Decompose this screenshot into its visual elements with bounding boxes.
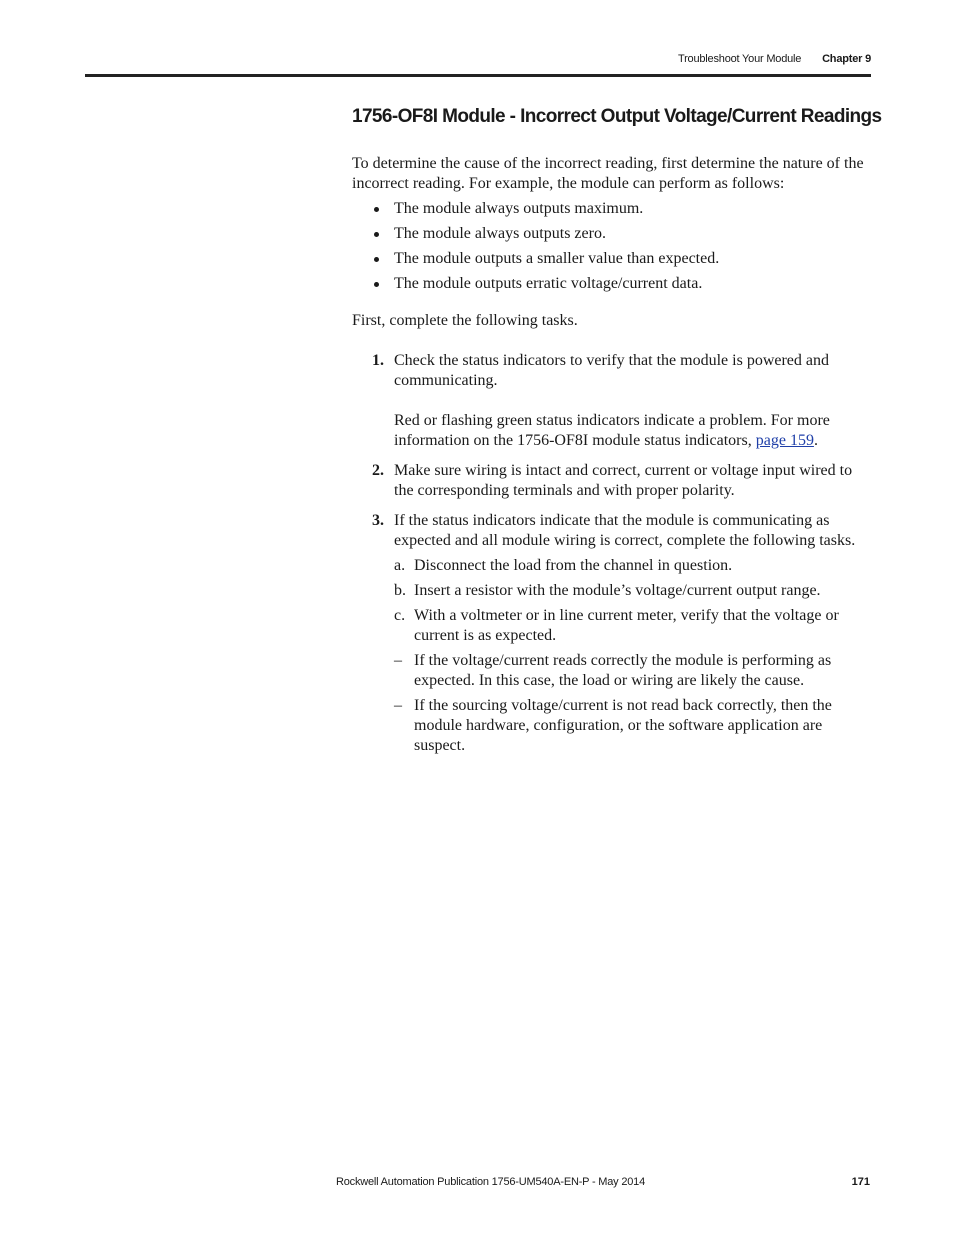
running-header <box>678 53 871 65</box>
step-3 <box>352 511 872 551</box>
list-item: The module outputs erratic voltage/current data. <box>352 274 872 294</box>
step-text: Check the status indicators to verify that the module is powered and communicating. <box>394 352 829 389</box>
substep-marker: a. <box>394 557 406 574</box>
list-item: The module always outputs zero. <box>352 224 872 244</box>
lead-paragraph: First, complete the following tasks. <box>352 312 578 329</box>
substep-a <box>352 556 872 576</box>
step-number: 1. <box>372 352 384 369</box>
substep-text: Insert a resistor with the module’s voltage/current output range. <box>414 582 821 599</box>
body-content <box>352 154 872 761</box>
step-1 <box>352 351 872 451</box>
bullet-icon <box>374 207 379 212</box>
substep-marker: c. <box>394 607 406 624</box>
substep-c <box>352 606 872 646</box>
step-text: If the status indicators indicate that the module is communicating as expected and all module wiring is correct, complete the following tasks. <box>394 512 856 549</box>
intro-paragraph: To determine the cause of the incorrect reading, first determine the nature of the incorrect reading. For example, the module can perform as follows: <box>352 155 864 192</box>
bullet-icon <box>374 257 379 262</box>
page-link[interactable]: page 159 <box>755 432 814 449</box>
substep-text: If the sourcing voltage/current is not read back correctly, then the module hardware, configuration, or the software application are suspect. <box>414 697 832 754</box>
header-rule <box>85 74 871 77</box>
header-chapter: Chapter 9 <box>822 53 871 65</box>
substep-text: With a voltmeter or in line current meter, verify that the voltage or current is as expected. <box>414 607 839 644</box>
substep-marker: b. <box>394 582 406 599</box>
list-item: The module outputs a smaller value than expected. <box>352 249 872 269</box>
footer-publication: Rockwell Automation Publication 1756-UM540A-EN-P - May 2014 <box>336 1176 645 1188</box>
symptom-list <box>352 199 872 294</box>
list-item: The module always outputs maximum. <box>352 199 872 219</box>
substep-b <box>352 581 872 601</box>
substep-marker: – <box>394 652 402 669</box>
section-title: 1756-OF8I Module - Incorrect Output Voltage/Current Readings <box>352 106 882 127</box>
substep-text: If the voltage/current reads correctly the module is performing as expected. In this case, the load or wiring are likely the cause. <box>414 652 832 689</box>
substep-dash-1 <box>352 651 872 691</box>
step-number: 3. <box>372 512 384 529</box>
bullet-icon <box>374 282 379 287</box>
substep-marker: – <box>394 697 402 714</box>
bullet-icon <box>374 232 379 237</box>
step-text: Make sure wiring is intact and correct, current or voltage input wired to the corresponding terminals and with proper polarity. <box>394 462 853 499</box>
page-number: 171 <box>851 1176 870 1188</box>
step-number: 2. <box>372 462 384 479</box>
step-note: Red or flashing green status indicators indicate a problem. For more information on the 1756-OF8I module status indicators, page 159. <box>394 412 830 449</box>
header-section-title: Troubleshoot Your Module <box>677 53 802 65</box>
substep-text: Disconnect the load from the channel in question. <box>414 557 733 574</box>
step-2 <box>352 461 872 501</box>
substep-dash-2 <box>352 696 872 756</box>
